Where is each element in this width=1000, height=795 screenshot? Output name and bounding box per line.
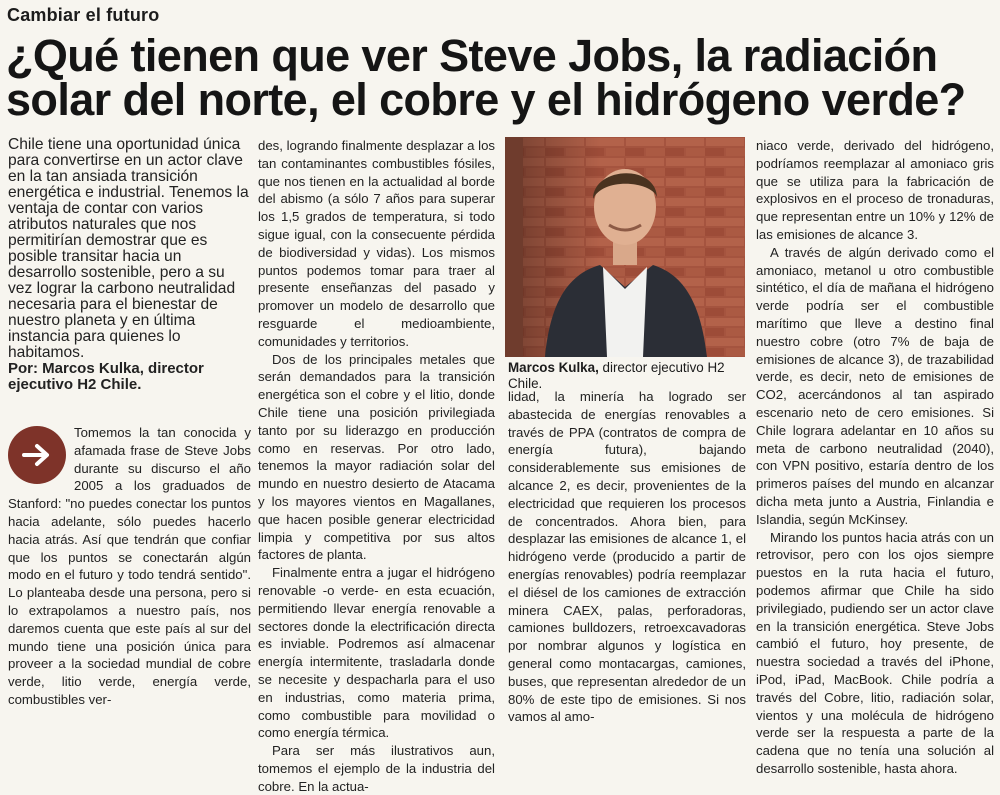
byline: Por: Marcos Kulka, director ejecutivo H2 Chile. bbox=[8, 360, 204, 393]
column-1 bbox=[8, 424, 251, 707]
intro-lede bbox=[8, 137, 251, 393]
paragraph: Tomemos la tan conocida y afamada frase de Steve Jobs durante su discurso el año 2005 a los graduados de Stanford: "no puedes conectar los puntos hacia adelante, sólo puedes hacerlo hacia atrás. Así que tendrán que confiar que los puntos se conectarán algún modo en el futuro y todo tendrá sentido". Lo planteaba desde una persona, pero si lo extrapolamos a nuestro país, nos daremos cuenta que este país al sur del mundo tiene una posición única para proveer a la sociedad mundial de cobre verde, litio verde, energía verde, combustibles ver- bbox=[8, 425, 251, 707]
portrait-photo bbox=[505, 137, 745, 357]
column-2 bbox=[258, 137, 495, 794]
paragraph: A través de algún derivado como el amoniaco, metanol u otro combustible sintético, el día de mañana el hidrógeno verde podría ser el combustible marítimo que lleve a destino final nuestro cobre (otro 7% de baja de emisiones de alcance 3), de trazabilidad verde, es decir, neto de emisiones de CO2, acercándonos al tan aspirado escenario neto de cero emisiones. Si Chile lograra adelantar en 10 años su meta de carbono neutralidad (2040), con VPN positivo, estaría dentro de los primeros países del mundo en alcanzar dicha meta junto a Austria, Finlandia e Islandia, según McKinsey. bbox=[756, 244, 994, 527]
column-4 bbox=[756, 137, 994, 776]
caption-role: director ejecutivo H2 Chile. bbox=[508, 360, 725, 391]
paragraph: Mirando los puntos hacia atrás con un retrovisor, pero con los ojos siempre puestos en la ruta hacia el futuro, podemos afirmar que Chile ha sido privilegiado, pudiendo ser un actor clave en la transición energética. Steve Jobs cambió el futuro, hoy presente, de nuestra sociedad a través del iPhone, iPod, iPad, MacBook. Chile podría a través del Cobre, litio, radiación solar, vientos y una molécula de hidrógeno verde ser la respuesta a parte de la cadena que no tenía una solución al desarrollo sostenible, hasta ahora. bbox=[756, 529, 994, 776]
arrow-right-icon bbox=[8, 426, 66, 484]
headline: ¿Qué tienen que ver Steve Jobs, la radiación solar del norte, el cobre y el hidrógeno verde? bbox=[6, 30, 966, 125]
paragraph: Para ser más ilustrativos aun, tomemos el ejemplo de la industria del cobre. En la actua- bbox=[258, 743, 495, 794]
column-3 bbox=[508, 388, 746, 725]
intro-text: Chile tiene una oportunidad única para convertirse en un actor clave en la tan ansiada transición energética e industrial. Tenemos la ventaja de contar con varios atributos naturales que nos permitirían demostrar que es posible transitar hacia un desarrollo sostenible, pero a su vez lograr la carbono neutralidad necesaria para el bienestar de nuestro planeta y en última instancia para quienes lo habitamos. bbox=[8, 136, 249, 361]
paragraph: lidad, la minería ha logrado ser abastecida de energías renovables a través de PPA (contratos de compra de energía futura), bajando considerablemente sus emisiones de alcance 2, es decir, provenientes de la electricidad que requieren los procesos de concentrados. Ahora bien, para desplazar las emisiones de alcance 1, el hidrógeno verde (producido a partir de energías renovables) podría reemplazar el diésel de los camiones de extracción minera CAEX, palas, perforadoras, camiones bulldozers, retroexcavadoras por nombrar algunos y logística en general como montacargas, camiones, buses, que representan alrededor de un 80% de este tipo de emisiones. Si nos vamos al amo- bbox=[508, 389, 746, 725]
paragraph: Finalmente entra a jugar el hidrógeno renovable -o verde- en esta ecuación, permitiendo llevar energía renovable a sectores donde la electrificación directa es inviable. Podremos así almacenar energía intermitente, trasladarla donde se necesite y despacharla para el uso en industrias, como materia prima, como combustible para movilidad o como energía térmica. bbox=[258, 565, 495, 741]
paragraph: niaco verde, derivado del hidrógeno, podríamos reemplazar al amoniaco gris que se utiliza para la fabricación de explosivos en el proceso de tronaduras, que representan entre un 10% y 12% de las emisiones de alcance 3. bbox=[756, 138, 994, 242]
caption-name: Marcos Kulka, bbox=[508, 360, 599, 375]
paragraph: des, logrando finalmente desplazar a los tan contaminantes combustibles fósiles, que nos tienen en la actualidad al borde del abismo (a sólo 7 años para superar los 1,5 grados de temperatura, si todo sigue igual, con la consecuente pérdida de biodiversidad y vidas). Los mismos puntos podemos tomar para traer al presente enseñanzas del pasado y promover un modelo de desarrollo que resguarde el medioambiente, comunidades y territorios. bbox=[258, 138, 495, 349]
section-label: Cambiar el futuro bbox=[7, 5, 160, 25]
paragraph: Dos de los principales metales que serán demandados para la transición energética son el cobre y el litio, donde Chile tiene una posición privilegiada tanto por su liderazgo en producción como en reservas. Por otro lado, tenemos la mayor radiación solar del mundo en nuestro desierto de Atacama y los mayores vientos en Magallanes, que hacen posible generar electricidad limpia y competitiva por sus altos factores de planta. bbox=[258, 351, 495, 563]
